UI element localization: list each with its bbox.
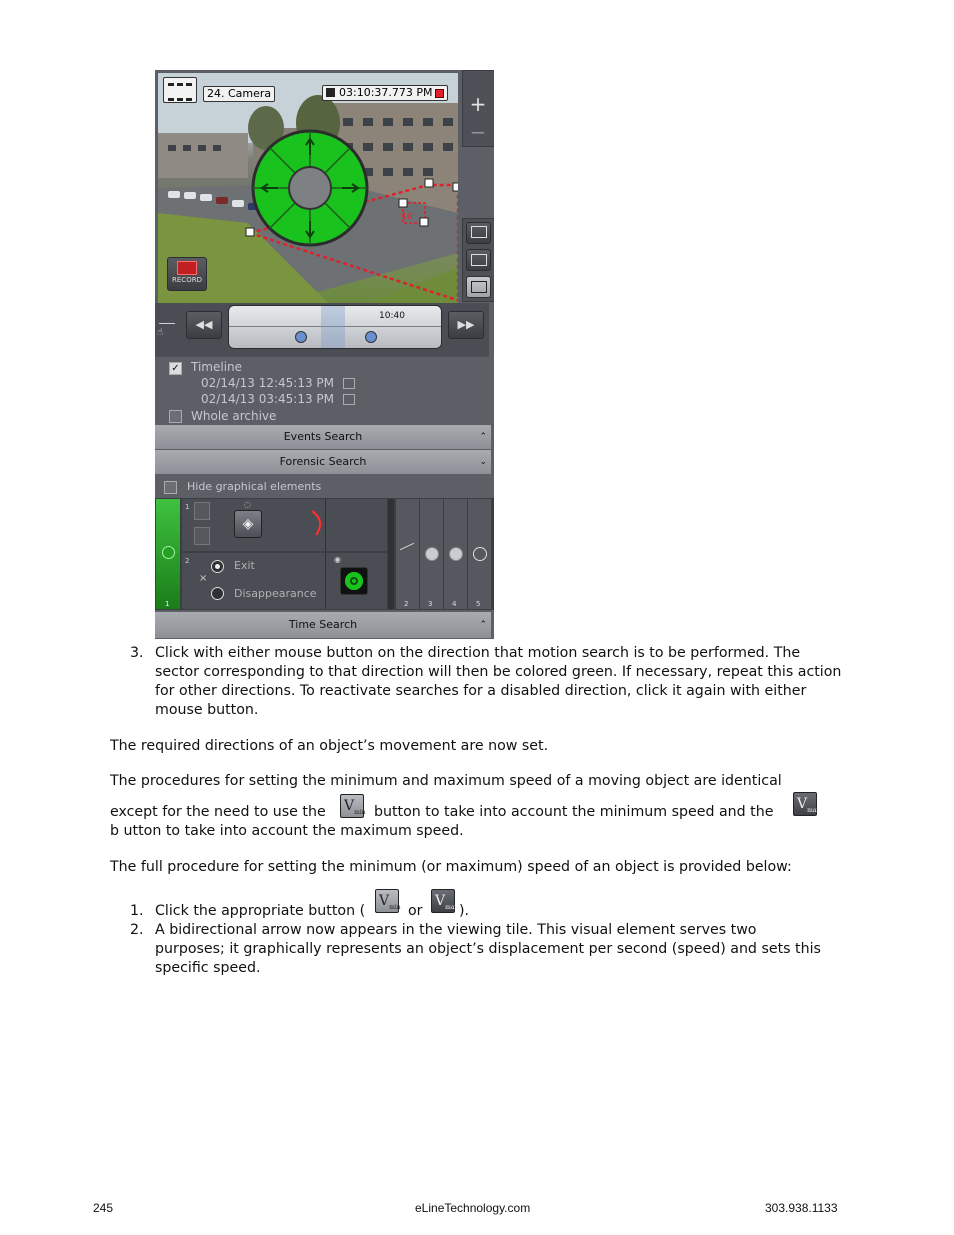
time-search-header[interactable]	[155, 612, 491, 638]
timeline-checkbox[interactable]: ✓	[169, 362, 182, 375]
events-search-label: Events Search	[283, 430, 363, 443]
footer-phone: 303.938.1133	[765, 1201, 838, 1215]
zoom-controls	[462, 70, 494, 147]
collapse-up-icon[interactable]: ⌃	[479, 432, 487, 442]
collapse-up-icon[interactable]: ⌃	[479, 620, 487, 630]
timestamp-badge	[322, 85, 448, 101]
paragraph: The required directions of an object’s movement are now set.	[110, 738, 549, 754]
monitor-icon[interactable]	[466, 222, 491, 244]
calendar-icon[interactable]	[343, 378, 355, 389]
hidden-eye-icon[interactable]: ◌	[244, 500, 251, 509]
object-row	[182, 499, 387, 551]
line-crossing-icon	[400, 543, 414, 561]
range-end[interactable]: 02/14/13 03:45:13 PM	[201, 392, 335, 406]
paragraph: except for the need to use the	[110, 804, 326, 820]
timeline-time: 10:40	[379, 311, 405, 321]
forensic-search-label: Forensic Search	[279, 455, 367, 468]
close-icon[interactable]: ×	[199, 573, 208, 584]
list-text: A bidirectional arrow now appears in the viewing tile. This visual element serves two purposes; it graphically represents an object’s displacement per second (speed) and sets this specific speed.	[155, 922, 821, 976]
list-number: 1.	[130, 903, 144, 919]
range-start[interactable]: 02/14/13 12:45:13 PM	[201, 376, 335, 390]
list-text: Click the appropriate button (	[155, 903, 366, 919]
column-number: 2	[404, 600, 409, 608]
record-label: RECORD	[172, 276, 202, 284]
paragraph: b utton to take into account the maximum speed.	[110, 823, 464, 839]
timeline-bar	[155, 303, 489, 357]
condition-column-5[interactable]	[468, 499, 491, 609]
condition-column-2[interactable]	[396, 499, 419, 609]
whole-archive-label: Whole archive	[191, 409, 277, 423]
v-min-icon: $V_{min}$	[375, 889, 399, 913]
column-number: 1	[165, 600, 170, 608]
timestamp-text: 03:10:37.773 PM	[339, 86, 433, 99]
group-icon	[449, 547, 463, 561]
page-number: 245	[93, 1201, 114, 1215]
event-row	[182, 553, 387, 609]
link-icon	[473, 547, 487, 561]
v-min-icon: $V_{min}$	[340, 794, 364, 818]
forensic-search-header[interactable]	[155, 450, 491, 474]
calendar-icon[interactable]	[343, 394, 355, 405]
camera-icon[interactable]	[163, 77, 197, 103]
hide-graphical-row	[155, 475, 494, 498]
record-icon	[177, 261, 197, 275]
hide-graphical-checkbox[interactable]	[164, 481, 177, 494]
hand-tool-icon[interactable]: ☝	[157, 315, 179, 353]
row-number: 2	[185, 557, 190, 565]
range-start-handle[interactable]	[295, 331, 307, 343]
column-number: 4	[452, 600, 457, 608]
zoom-out-icon[interactable]: −	[469, 120, 487, 144]
arc-icon	[310, 509, 326, 537]
stepper[interactable]	[194, 527, 210, 545]
forensic-grid	[155, 498, 494, 610]
disappearance-radio[interactable]	[211, 587, 224, 600]
camera-label: 24. Camera	[203, 86, 275, 102]
v-max-icon: $V_{max}$	[793, 792, 817, 816]
v-max-icon: $V_{max}$	[431, 889, 455, 913]
step-3-text: Click with either mouse button on the direction that motion search is to be performed. The sector corresponding to that direction will then be colored green. If necessary, repeat this action for other directions. To reactivate searches for a disabled direction, click it again with either mouse button.	[155, 645, 842, 718]
paragraph: The procedures for setting the minimum and maximum speed of a moving object are identical	[110, 773, 782, 789]
fast-forward-button[interactable]: ▶▶	[448, 311, 484, 339]
events-search-header[interactable]	[155, 425, 491, 449]
tile-controls	[462, 218, 494, 302]
record-indicator-icon	[435, 89, 444, 98]
direction-wheel-button[interactable]	[340, 567, 368, 595]
archive-range-panel	[155, 357, 494, 425]
direction-wheel[interactable]	[253, 131, 367, 245]
scrubber-window[interactable]	[321, 306, 345, 348]
video-tile[interactable]	[158, 73, 458, 303]
condition-column-1[interactable]	[156, 499, 180, 609]
condition-column-4[interactable]	[444, 499, 467, 609]
area-tag: 10	[402, 212, 413, 221]
paragraph: The full procedure for setting the minimum (or maximum) speed of an object is provided below:	[110, 859, 792, 875]
range-end-handle[interactable]	[365, 331, 377, 343]
paragraph: button to take into account the minimum speed and the	[374, 804, 774, 820]
footer-site: eLineTechnology.com	[415, 1201, 531, 1215]
record-button[interactable]	[167, 257, 207, 291]
hide-graphical-label: Hide graphical elements	[187, 480, 322, 493]
condition-column-3[interactable]	[420, 499, 443, 609]
expand-down-icon[interactable]: ⌄	[479, 457, 487, 467]
column-number: 5	[476, 600, 481, 608]
eye-icon[interactable]: ◉	[334, 555, 341, 564]
fill-bucket-icon[interactable]: ◈	[234, 510, 262, 538]
rewind-button[interactable]: ◀◀	[186, 311, 222, 339]
stepper[interactable]	[194, 502, 210, 520]
timeline-scrubber[interactable]	[228, 305, 442, 349]
whole-archive-checkbox[interactable]	[169, 410, 182, 423]
clock-icon	[425, 547, 439, 561]
forensic-search-screenshot	[155, 70, 494, 639]
list-number: 2.	[130, 922, 144, 938]
grid-divider	[388, 499, 394, 609]
pause-icon[interactable]	[326, 88, 335, 97]
frame-icon[interactable]	[466, 249, 491, 271]
list-text: ).	[459, 903, 470, 919]
direction-icon	[162, 546, 175, 559]
disappearance-label: Disappearance	[234, 587, 317, 600]
row-number: 1	[185, 503, 190, 511]
list-text: or	[408, 903, 423, 919]
forensic-toggle-icon[interactable]	[466, 276, 491, 298]
exit-label: Exit	[234, 559, 255, 572]
zoom-in-icon[interactable]: +	[469, 92, 487, 116]
time-search-label: Time Search	[288, 618, 358, 631]
timeline-label: Timeline	[191, 360, 243, 374]
column-number: 3	[428, 600, 433, 608]
exit-radio[interactable]	[211, 560, 224, 573]
step-number: 3.	[130, 645, 144, 661]
